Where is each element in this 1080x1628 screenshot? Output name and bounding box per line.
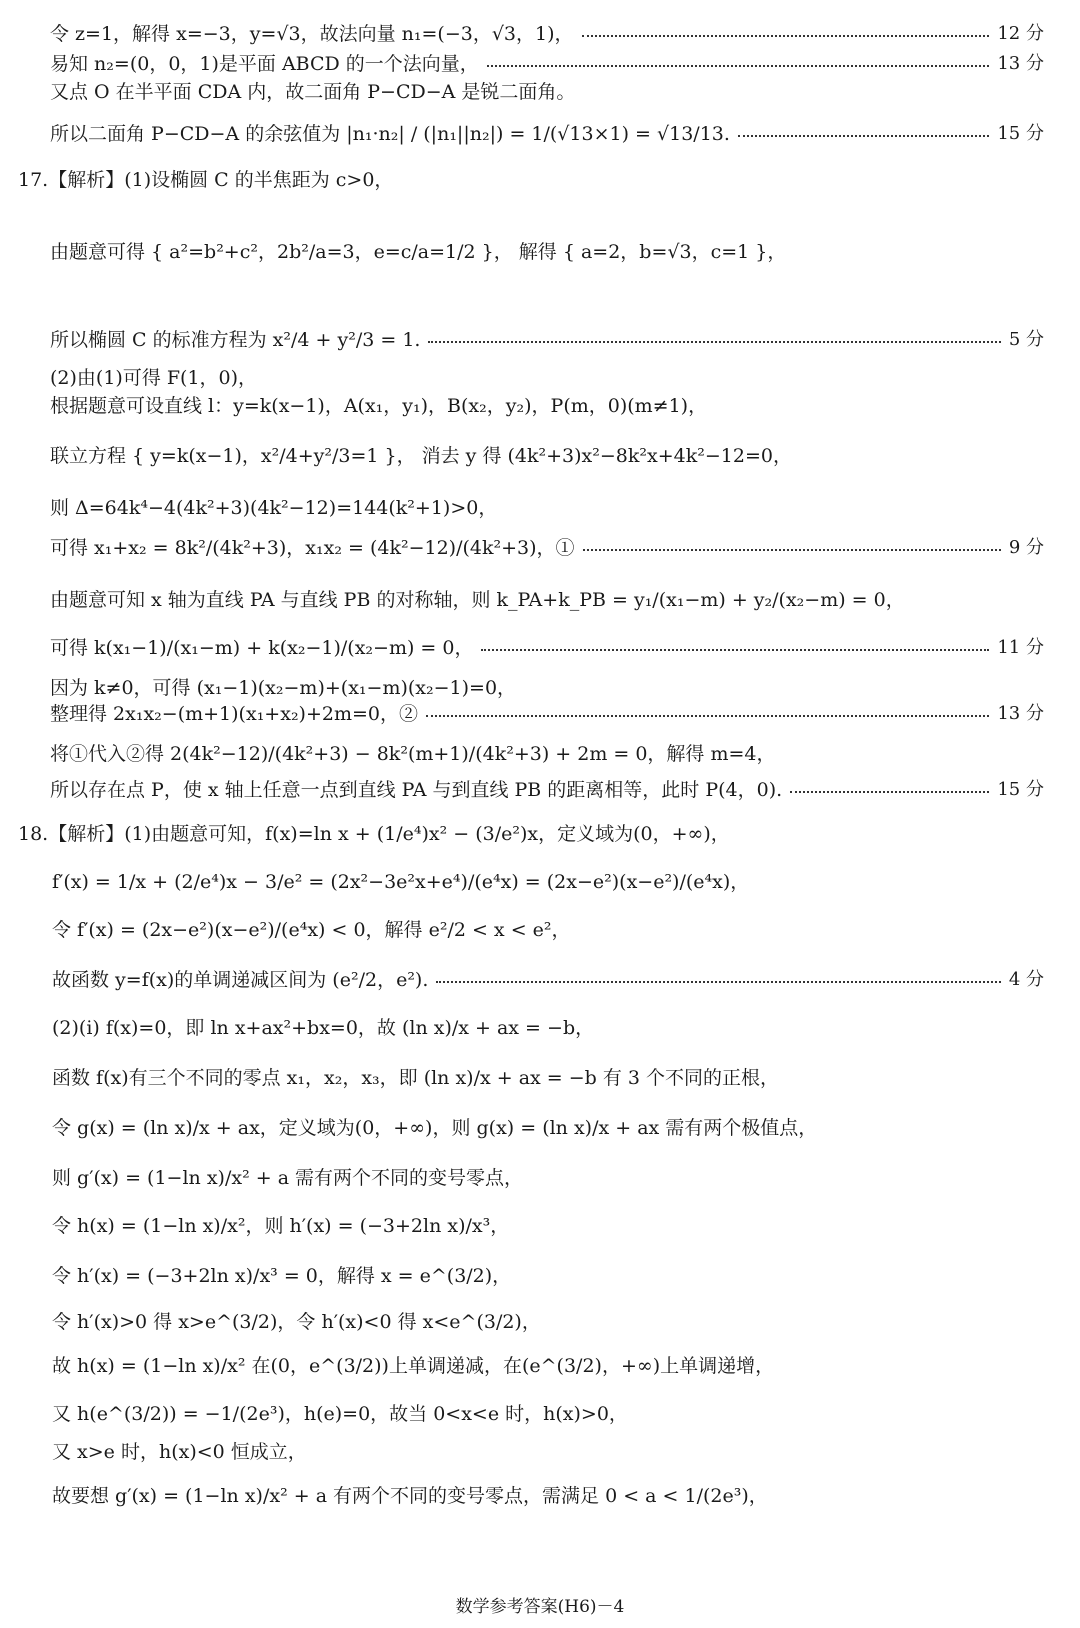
- solution-line: [52, 1116, 1044, 1140]
- solution-line: [50, 240, 1044, 264]
- solution-line: [50, 778, 1044, 802]
- solution-line: [50, 536, 1044, 560]
- solution-line: [50, 742, 1044, 766]
- solution-line: [52, 1440, 1044, 1464]
- solution-line: [50, 22, 1044, 46]
- line-text: 因为 k≠0，可得 (x₁−1)(x₂−m)+(x₁−m)(x₂−1)=0，: [50, 677, 517, 699]
- solution-line: [50, 496, 1044, 520]
- line-text: 令 h′(x) = (−3+2ln x)/x³ = 0，解得 x = e^(3/2)，: [52, 1265, 512, 1287]
- line-text: 故 h(x) = (1−ln x)/x² 在(0，e^(3/2))上单调递减，在(e^(3/2)，+∞)上单调递增，: [52, 1355, 775, 1377]
- solution-line: [52, 1354, 1044, 1378]
- line-text: 则 Δ=64k⁴−4(4k²+3)(4k²−12)=144(k²+1)>0，: [50, 497, 498, 519]
- dot-leader: [428, 341, 1000, 343]
- line-text: 所以存在点 P，使 x 轴上任意一点到直线 PA 与到直线 PB 的距离相等，此时 P(4，0).: [50, 779, 783, 801]
- question-heading: [18, 168, 1044, 192]
- line-text: (2)由(1)可得 F(1，0)，: [50, 367, 258, 389]
- solution-line: [50, 636, 1044, 660]
- solution-line: [52, 1066, 1044, 1090]
- solution-line: [52, 1214, 1044, 1238]
- solution-line: [50, 80, 1044, 104]
- solution-line: [50, 702, 1044, 726]
- line-text: 根据题意可设直线 l：y=k(x−1)，A(x₁，y₁)，B(x₂，y₂)，P(m，0)(m≠1)，: [50, 395, 708, 417]
- dot-leader: [582, 35, 990, 37]
- solution-line: [52, 1166, 1044, 1190]
- dot-leader: [481, 649, 989, 651]
- question-heading: [18, 822, 1044, 846]
- line-text: 可得 x₁+x₂ = 8k²/(4k²+3)，x₁x₂ = (4k²−12)/(4k²+3)，①: [50, 537, 575, 559]
- dot-leader: [487, 65, 990, 67]
- line-text: 又 h(e^(3/2)) = −1/(2e³)，h(e)=0，故当 0<x<e 时，h(x)>0，: [52, 1403, 628, 1425]
- dot-leader: [436, 981, 1000, 983]
- solution-line: [50, 394, 1044, 418]
- line-text: 所以二面角 P−CD−A 的余弦值为 |n₁·n₂| / (|n₁||n₂|) = 1/(√13×1) = √13/13.: [50, 123, 730, 145]
- line-text: 函数 f(x)有三个不同的零点 x₁，x₂，x₃，即 (ln x)/x + ax = −b 有 3 个不同的正根，: [52, 1067, 780, 1089]
- solution-line: [52, 1016, 1044, 1040]
- solution-line: [52, 968, 1044, 992]
- line-text: 又点 O 在半平面 CDA 内，故二面角 P−CD−A 是锐二面角。: [50, 81, 576, 103]
- line-text: 易知 n₂=(0，0，1)是平面 ABCD 的一个法向量，: [50, 53, 479, 75]
- solution-line: [52, 870, 1044, 894]
- line-text: 所以椭圆 C 的标准方程为 x²/4 + y²/3 = 1.: [50, 329, 421, 351]
- line-text: 可得 k(x₁−1)/(x₁−m) + k(x₂−1)/(x₂−m) = 0，: [50, 637, 474, 659]
- solution-line: [50, 444, 1044, 468]
- line-text: 则 g′(x) = (1−ln x)/x² + a 需有两个不同的变号零点，: [52, 1167, 524, 1189]
- solution-line: [50, 328, 1044, 352]
- solution-line: [50, 366, 1044, 390]
- score-label: 13 分: [997, 53, 1044, 74]
- line-text: 令 z=1，解得 x=−3，y=√3，故法向量 n₁=(−3，√3，1)，: [50, 23, 574, 45]
- solution-line: [52, 918, 1044, 942]
- solution-line: [52, 1264, 1044, 1288]
- score-label: 9 分: [1008, 537, 1044, 558]
- line-text: 令 g(x) = (ln x)/x + ax，定义域为(0，+∞)，则 g(x) = (ln x)/x + ax 需有两个极值点，: [52, 1117, 818, 1139]
- line-text: 令 h(x) = (1−ln x)/x²，则 h′(x) = (−3+2ln x)/x³，: [52, 1215, 510, 1237]
- line-text: f′(x) = 1/x + (2/e⁴)x − 3/e² = (2x²−3e²x+e⁴)/(e⁴x) = (2x−e²)(x−e²)/(e⁴x)，: [52, 871, 750, 893]
- solution-line: [50, 52, 1044, 76]
- line-text: 令 f′(x) = (2x−e²)(x−e²)/(e⁴x) < 0，解得 e²/2 < x < e²，: [52, 919, 571, 941]
- solution-line: [52, 1484, 1044, 1508]
- dot-leader: [583, 549, 1001, 551]
- score-label: 13 分: [997, 703, 1044, 724]
- solution-line: [50, 676, 1044, 700]
- score-label: 12 分: [997, 23, 1044, 44]
- line-text: 由题意可知 x 轴为直线 PA 与直线 PB 的对称轴，则 k_PA+k_PB = y₁/(x₁−m) + y₂/(x₂−m) = 0，: [50, 589, 905, 611]
- solution-line: [50, 122, 1044, 146]
- page-footer: 数学参考答案(H6)－4: [455, 1597, 625, 1617]
- score-label: 11 分: [997, 637, 1044, 658]
- dot-leader: [790, 791, 989, 793]
- line-text: (2)(ⅰ) f(x)=0，即 ln x+ax²+bx=0，故 (ln x)/x + ax = −b，: [52, 1017, 595, 1039]
- score-label: 5 分: [1008, 329, 1044, 350]
- line-text: 17.【解析】(1)设椭圆 C 的半焦距为 c>0，: [18, 169, 394, 191]
- score-label: 4 分: [1008, 969, 1044, 990]
- solution-line: [52, 1402, 1044, 1426]
- line-text: 令 h′(x)>0 得 x>e^(3/2)，令 h′(x)<0 得 x<e^(3/2)，: [52, 1311, 541, 1333]
- line-text: 将①代入②得 2(4k²−12)/(4k²+3) − 8k²(m+1)/(4k²+3) + 2m = 0，解得 m=4，: [50, 743, 776, 765]
- score-label: 15 分: [997, 779, 1044, 800]
- dot-leader: [426, 715, 989, 717]
- line-text: 整理得 2x₁x₂−(m+1)(x₁+x₂)+2m=0，②: [50, 703, 419, 725]
- solution-line: [52, 1310, 1044, 1334]
- line-text: 联立方程 { y=k(x−1)，x²/4+y²/3=1 }， 消去 y 得 (4k²+3)x²−8k²x+4k²−12=0，: [50, 445, 792, 467]
- line-text: 18.【解析】(1)由题意可知，f(x)=ln x + (1/e⁴)x² − (3/e²)x，定义域为(0，+∞)，: [18, 823, 730, 845]
- score-label: 15 分: [997, 123, 1044, 144]
- solution-line: [50, 588, 1044, 612]
- line-text: 又 x>e 时，h(x)<0 恒成立，: [52, 1441, 307, 1463]
- line-text: 由题意可得 { a²=b²+c²，2b²/a=3，e=c/a=1/2 }， 解得 { a=2，b=√3，c=1 }，: [50, 241, 787, 263]
- dot-leader: [738, 135, 989, 137]
- line-text: 故函数 y=f(x)的单调递减区间为 (e²/2，e²).: [52, 969, 429, 991]
- line-text: 故要想 g′(x) = (1−ln x)/x² + a 有两个不同的变号零点，需满足 0 < a < 1/(2e³)，: [52, 1485, 768, 1507]
